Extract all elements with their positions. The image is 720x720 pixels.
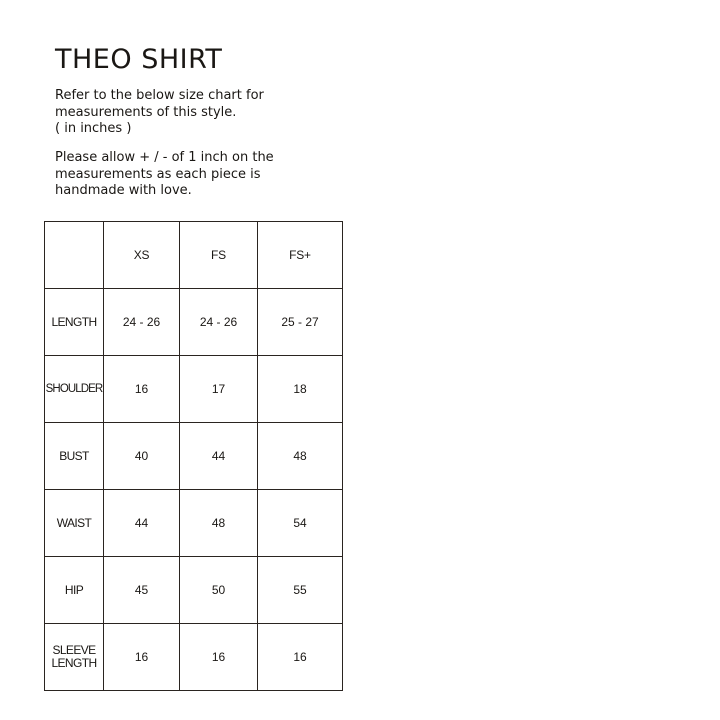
corner-cell — [45, 222, 104, 289]
intro-text — [55, 88, 264, 138]
row-label-sleeve-length: SLEEVE LENGTH — [45, 624, 104, 691]
note-line: handmade with love. — [55, 183, 192, 198]
table-row-length — [45, 289, 343, 356]
size-chart-table — [44, 221, 343, 691]
intro-line: measurements of this style. — [55, 104, 237, 120]
table-cell: 17 — [180, 356, 258, 423]
size-header-fs: FS — [180, 222, 258, 289]
table-header-row — [45, 222, 343, 289]
table-cell: 54 — [258, 490, 343, 557]
row-label-hip: HIP — [45, 557, 104, 624]
table-cell: 55 — [258, 557, 343, 624]
table-row-sleeve-length — [45, 624, 343, 691]
table-cell: 44 — [104, 490, 180, 557]
note-line: measurements as each piece is — [55, 166, 261, 182]
table-cell: 18 — [258, 356, 343, 423]
intro-line: ( in inches ) — [55, 121, 132, 136]
tolerance-note — [55, 150, 274, 200]
row-label-shoulder: SHOULDER — [45, 356, 104, 423]
size-header-xs: XS — [104, 222, 180, 289]
intro-line: Refer to the below size chart for — [55, 88, 264, 103]
table-cell: 16 — [180, 624, 258, 691]
table-row-waist — [45, 490, 343, 557]
table-row-bust — [45, 423, 343, 490]
table-cell: 48 — [180, 490, 258, 557]
row-label-bust: BUST — [45, 423, 104, 490]
table-cell: 16 — [104, 356, 180, 423]
table-cell: 16 — [104, 624, 180, 691]
table-cell: 24 - 26 — [180, 289, 258, 356]
table-cell: 25 - 27 — [258, 289, 343, 356]
row-label-waist: WAIST — [45, 490, 104, 557]
table-cell: 24 - 26 — [104, 289, 180, 356]
row-label-length: LENGTH — [45, 289, 104, 356]
table-cell: 40 — [104, 423, 180, 490]
table-row-shoulder — [45, 356, 343, 423]
table-cell: 48 — [258, 423, 343, 490]
size-header-fs-plus: FS+ — [258, 222, 343, 289]
table-cell: 44 — [180, 423, 258, 490]
note-line: Please allow + / - of 1 inch on the — [55, 150, 274, 165]
table-cell: 16 — [258, 624, 343, 691]
table-row-hip — [45, 557, 343, 624]
page-title: THEO SHIRT — [55, 44, 223, 75]
table-cell: 45 — [104, 557, 180, 624]
table-cell: 50 — [180, 557, 258, 624]
